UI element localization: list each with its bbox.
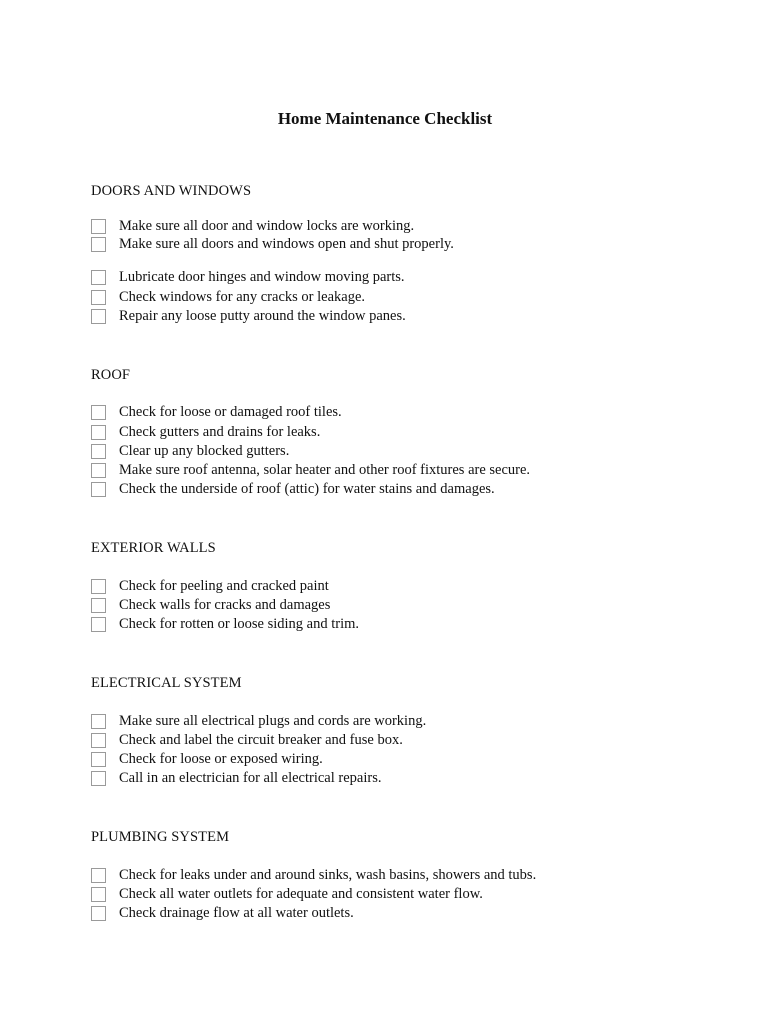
checkbox[interactable] — [91, 444, 106, 459]
checklist-item — [91, 235, 454, 253]
checkbox[interactable] — [91, 752, 106, 767]
checklist-item-label: Make sure roof antenna, solar heater and other roof fixtures are secure. — [119, 462, 531, 478]
checklist-item — [91, 268, 405, 286]
section-heading-roof: ROOF — [91, 367, 131, 383]
checkbox[interactable] — [91, 771, 106, 786]
checklist-item-label: Check for loose or damaged roof tiles. — [119, 404, 342, 420]
checklist-item-label: Check for rotten or loose siding and trim. — [119, 616, 360, 632]
checklist-item — [91, 750, 323, 768]
checklist-item — [91, 442, 289, 460]
checklist-item — [91, 712, 426, 730]
checklist-item-label: Make sure all doors and windows open and shut properly. — [119, 236, 454, 252]
checklist-item-label: Make sure all electrical plugs and cords are working. — [119, 713, 427, 729]
checklist-item-label: Check for peeling and cracked paint — [119, 578, 329, 594]
checkbox[interactable] — [91, 270, 106, 285]
checklist-item-label: Check windows for any cracks or leakage. — [119, 289, 366, 305]
checklist-item — [91, 596, 330, 614]
checklist-item — [91, 615, 359, 633]
checklist-item — [91, 423, 320, 441]
checkbox[interactable] — [91, 290, 106, 305]
checklist-item — [91, 904, 354, 922]
checklist-item-label: Check gutters and drains for leaks. — [119, 424, 321, 440]
checkbox[interactable] — [91, 309, 106, 324]
checklist-item — [91, 307, 406, 325]
checklist-item — [91, 885, 483, 903]
checklist-item-label: Check and label the circuit breaker and fuse box. — [119, 732, 403, 748]
checkbox[interactable] — [91, 579, 106, 594]
checkbox[interactable] — [91, 219, 106, 234]
checkbox[interactable] — [91, 733, 106, 748]
checklist-item-label: Check the underside of roof (attic) for water stains and damages. — [119, 481, 495, 497]
section-heading-exterior-walls: EXTERIOR WALLS — [91, 540, 216, 556]
checkbox[interactable] — [91, 617, 106, 632]
checklist-item — [91, 288, 365, 306]
checkbox[interactable] — [91, 598, 106, 613]
section-heading-electrical-system: ELECTRICAL SYSTEM — [91, 675, 242, 691]
checklist-item — [91, 403, 342, 421]
checklist-item-label: Check for loose or exposed wiring. — [119, 751, 323, 767]
checklist-item — [91, 769, 381, 787]
checklist-item — [91, 731, 403, 749]
section-heading-doors-and-windows: DOORS AND WINDOWS — [91, 183, 252, 199]
checkbox[interactable] — [91, 906, 106, 921]
checklist-item — [91, 461, 530, 479]
checkbox[interactable] — [91, 237, 106, 252]
checkbox[interactable] — [91, 463, 106, 478]
checklist-item-label: Repair any loose putty around the window panes. — [119, 308, 406, 324]
checklist-item-label: Make sure all door and window locks are working. — [119, 218, 415, 234]
checkbox[interactable] — [91, 887, 106, 902]
checkbox[interactable] — [91, 714, 106, 729]
checklist-item — [91, 217, 414, 235]
page-title: Home Maintenance Checklist — [277, 109, 493, 128]
checklist-item-label: Call in an electrician for all electrical repairs. — [119, 770, 382, 786]
checklist-item-label: Lubricate door hinges and window moving parts. — [119, 269, 405, 285]
checklist-item-label: Check walls for cracks and damages — [119, 597, 331, 613]
checklist-item — [91, 480, 495, 498]
checkbox[interactable] — [91, 425, 106, 440]
checkbox[interactable] — [91, 482, 106, 497]
checklist-item — [91, 577, 329, 595]
checklist-item-label: Clear up any blocked gutters. — [119, 443, 290, 459]
checklist-item-label: Check all water outlets for adequate and consistent water flow. — [119, 886, 483, 902]
checkbox[interactable] — [91, 868, 106, 883]
checklist-item-label: Check for leaks under and around sinks, wash basins, showers and tubs. — [119, 867, 537, 883]
checkbox[interactable] — [91, 405, 106, 420]
checklist-item-label: Check drainage flow at all water outlets. — [119, 905, 354, 921]
section-heading-plumbing-system: PLUMBING SYSTEM — [91, 829, 230, 845]
checklist-item — [91, 866, 536, 884]
